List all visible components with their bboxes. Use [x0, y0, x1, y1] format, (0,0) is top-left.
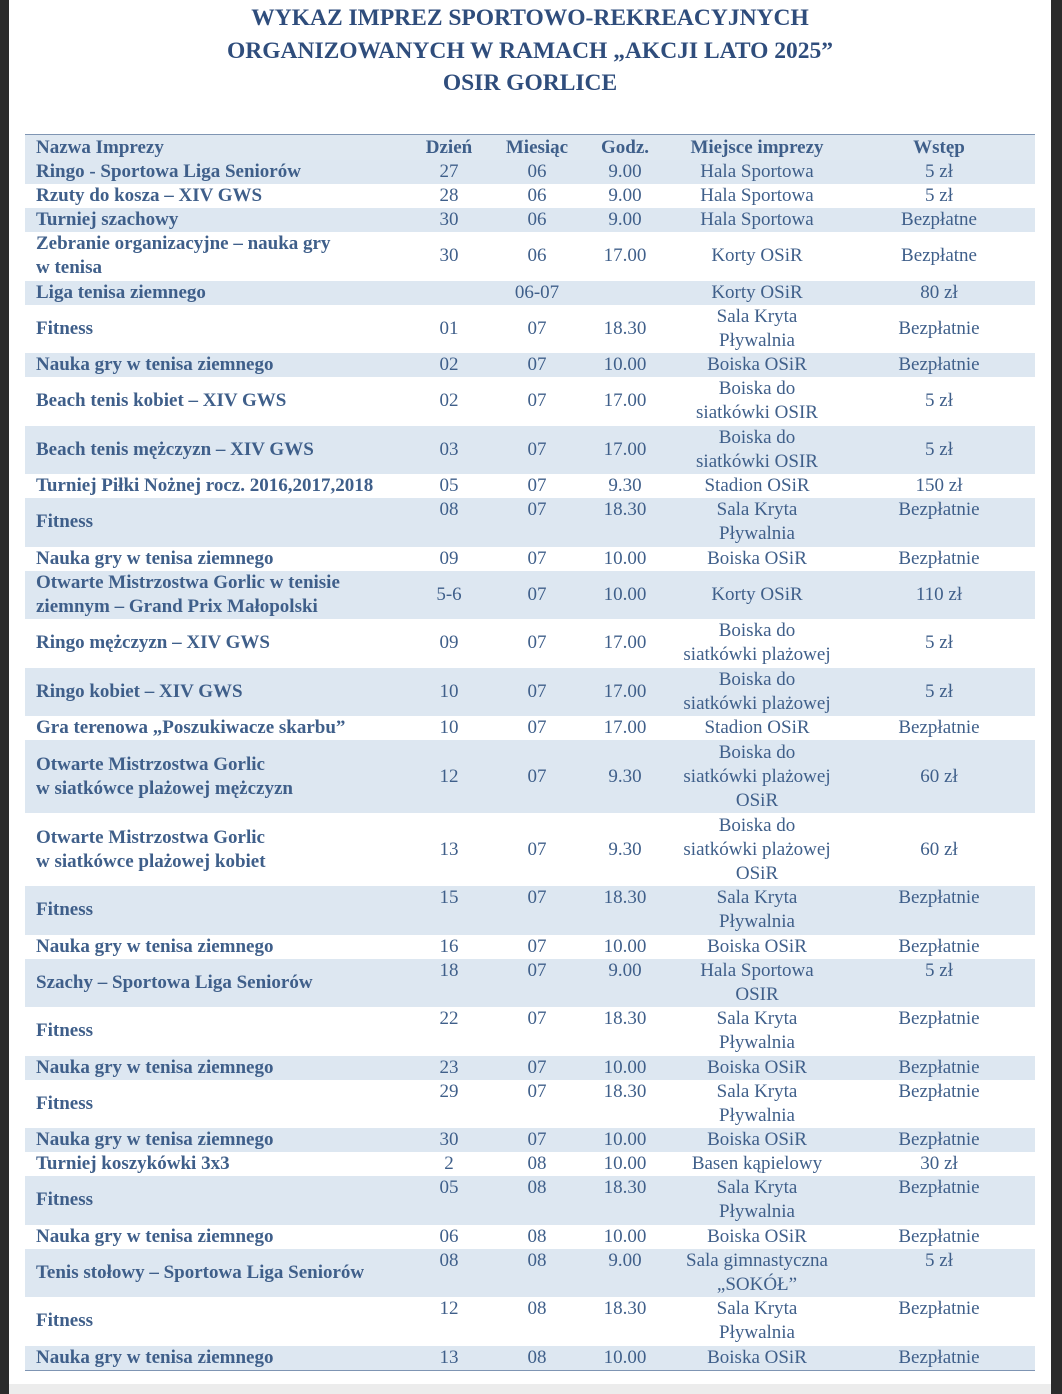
cell-day: 16	[439, 935, 459, 957]
cell-month: 08	[527, 1153, 547, 1174]
cell-place	[671, 886, 843, 935]
cell-time: 18.30	[603, 1080, 647, 1102]
cell-place-line: Boiska do	[718, 378, 796, 400]
cell-place-line: Sala Kryta	[716, 1298, 798, 1320]
table-row	[25, 353, 1035, 377]
cell-entry: 30 zł	[920, 1153, 958, 1174]
cell-month: 07	[495, 353, 579, 377]
cell-place	[671, 619, 843, 668]
table-row	[25, 935, 1035, 959]
cell-month: 07	[527, 935, 547, 957]
cell-entry: 5 zł	[843, 959, 1035, 1008]
cell-time: 17.00	[579, 426, 671, 475]
table-row	[25, 886, 1035, 935]
cell-place: Boiska OSiR	[707, 935, 807, 957]
cell-month: 08	[495, 1176, 579, 1225]
cell-name: Beach tenis mężczyzn – XIV GWS	[25, 426, 403, 475]
cell-day: 09	[439, 547, 459, 569]
cell-place	[671, 959, 843, 1008]
cell-place: Korty OSiR	[671, 571, 843, 620]
cell-month: 06	[527, 245, 547, 267]
cell-time: 18.30	[603, 1008, 647, 1029]
cell-place-line: siatkówki OSIR	[696, 402, 818, 424]
header-name: Nazwa Imprezy	[25, 135, 403, 161]
cell-name-line: Otwarte Mistrzostwa Gorlic	[36, 753, 265, 775]
cell-place	[671, 377, 843, 426]
cell-place	[671, 740, 843, 813]
cell-day: 08	[403, 1249, 495, 1298]
cell-place: Hala Sportowa	[671, 160, 843, 184]
cell-place-line: Pływalnia	[719, 1104, 795, 1126]
table-row	[25, 619, 1035, 668]
cell-name: Beach tenis kobiet – XIV GWS	[36, 390, 287, 412]
cell-place: Boiska OSiR	[671, 1128, 843, 1152]
cell-name: Turniej koszykówki 3x3	[36, 1153, 230, 1174]
cell-day: 27	[403, 160, 495, 184]
cell-time: 10.00	[603, 1225, 647, 1247]
cell-place-line: Boiska do	[718, 814, 796, 836]
events-table	[25, 134, 1035, 1371]
cell-day: 5-6	[403, 571, 495, 620]
cell-time: 17.00	[603, 245, 647, 267]
cell-place-line: Pływalnia	[719, 1032, 795, 1054]
cell-place-line: Pływalnia	[719, 1322, 795, 1344]
table-row	[25, 1080, 1035, 1129]
cell-month: 06	[495, 208, 579, 232]
cell-place: Stadion OSiR	[704, 475, 810, 496]
cell-place	[671, 1297, 843, 1346]
cell-place-line: Pływalnia	[719, 911, 795, 933]
cell-name: Ringo mężczyzn – XIV GWS	[36, 632, 270, 654]
title-line-1: WYKAZ IMPREZ SPORTOWO-REKREACYJNYCH	[251, 5, 809, 31]
cell-place-line: Sala Kryta	[716, 1177, 798, 1199]
cell-time	[579, 281, 671, 305]
cell-name: Tenis stołowy – Sportowa Liga Seniorów	[25, 1249, 403, 1298]
cell-place: Basen kąpielowy	[691, 1153, 823, 1174]
document-title	[9, 2, 1051, 100]
cell-entry: 110 zł	[843, 571, 1035, 620]
cell-place: Boiska OSiR	[671, 1346, 843, 1371]
cell-entry: Bezpłatnie	[898, 935, 980, 957]
cell-day: 12	[439, 1298, 459, 1319]
title-line-3: OSIR GORLICE	[442, 70, 618, 96]
cell-name: Nauka gry w tenisa ziemnego	[25, 353, 403, 377]
cell-place	[671, 1007, 843, 1056]
cell-place: Boiska OSiR	[707, 547, 807, 569]
cell-day: 2	[444, 1153, 454, 1174]
cell-place-line: siatkówki OSIR	[696, 450, 818, 472]
cell-name: Fitness	[36, 317, 93, 339]
cell-month: 07	[495, 426, 579, 475]
cell-place-line: siatkówki plażowej	[683, 765, 831, 787]
cell-name: Fitness	[25, 886, 403, 935]
cell-place	[671, 1249, 843, 1298]
cell-place: Hala Sportowa	[700, 185, 814, 206]
cell-name-line: Otwarte Mistrzostwa Gorlic	[36, 826, 265, 848]
cell-place-line: siatkówki plażowej	[683, 692, 831, 714]
header-place: Miejsce imprezy	[671, 135, 843, 161]
cell-day: 02	[403, 353, 495, 377]
cell-place-line: OSiR	[735, 862, 779, 884]
cell-month: 08	[527, 1225, 547, 1247]
cell-time: 18.30	[579, 498, 671, 547]
header-day: Dzień	[403, 135, 495, 161]
cell-name: Nauka gry w tenisa ziemnego	[36, 547, 274, 569]
cell-place	[671, 305, 843, 354]
cell-day: 05	[439, 475, 459, 496]
cell-name: Fitness	[36, 1020, 93, 1042]
cell-day: 22	[439, 1008, 459, 1029]
cell-month: 07	[527, 1080, 547, 1102]
cell-place-line: siatkówki plażowej	[683, 644, 831, 666]
table-row	[25, 184, 1035, 208]
cell-name: Nauka gry w tenisa ziemnego	[25, 1056, 403, 1080]
cell-time: 9.00	[579, 959, 671, 1008]
cell-month: 08	[495, 1346, 579, 1371]
table-header-row	[25, 135, 1035, 161]
cell-entry: 80 zł	[843, 281, 1035, 305]
cell-day: 12	[403, 740, 495, 813]
cell-month: 07	[527, 547, 547, 569]
cell-day: 30	[403, 1128, 495, 1152]
cell-entry: 150 zł	[915, 475, 963, 496]
cell-month: 07	[495, 740, 579, 813]
left-window-edge	[0, 0, 9, 1394]
cell-day: 03	[403, 426, 495, 475]
cell-month: 06	[495, 160, 579, 184]
cell-time: 17.00	[579, 668, 671, 717]
cell-name: Turniej Piłki Nożnej rocz. 2016,2017,2018	[36, 475, 374, 496]
cell-place: Boiska OSiR	[671, 353, 843, 377]
cell-name	[25, 571, 403, 620]
cell-place-line: Boiska do	[718, 741, 796, 763]
cell-day: 01	[439, 317, 459, 339]
cell-place	[671, 498, 843, 547]
cell-name-line: w siatkówce plażowej kobiet	[36, 850, 266, 872]
cell-month: 07	[527, 717, 547, 738]
cell-name	[25, 740, 403, 813]
cell-day: 08	[403, 498, 495, 547]
cell-day: 10	[439, 717, 459, 738]
cell-place	[671, 1176, 843, 1225]
cell-month: 08	[527, 1298, 547, 1319]
table-row	[25, 716, 1035, 740]
cell-day: 13	[439, 838, 459, 860]
cell-entry: 5 zł	[925, 632, 953, 654]
table-row	[25, 160, 1035, 184]
table-row	[25, 571, 1035, 620]
cell-place	[671, 668, 843, 717]
table-row	[25, 1297, 1035, 1346]
cell-place: Korty OSiR	[711, 245, 803, 267]
cell-place-line: Sala Kryta	[716, 1008, 798, 1030]
cell-name-line: Otwarte Mistrzostwa Gorlic w tenisie	[36, 571, 340, 593]
cell-place: Boiska OSiR	[707, 1225, 807, 1247]
cell-entry: 5 zł	[843, 1249, 1035, 1298]
cell-time: 9.00	[608, 185, 642, 206]
cell-place-line: Sala Kryta	[716, 1080, 798, 1102]
cell-month: 07	[495, 571, 579, 620]
table-row	[25, 1249, 1035, 1298]
cell-time: 17.00	[603, 632, 647, 654]
table-row	[25, 1007, 1035, 1056]
cell-time: 10.00	[603, 1153, 647, 1174]
cell-name-line: w siatkówce plażowej mężczyzn	[36, 777, 293, 799]
cell-place: Hala Sportowa	[671, 208, 843, 232]
cell-place-line: Sala Kryta	[716, 305, 798, 327]
cell-day: 02	[439, 390, 459, 412]
cell-time: 10.00	[579, 353, 671, 377]
cell-time: 18.30	[579, 886, 671, 935]
cell-time: 18.30	[603, 317, 647, 339]
cell-month: 07	[527, 632, 547, 654]
table-row	[25, 426, 1035, 475]
cell-place-line: OSIR	[735, 983, 779, 1005]
cell-place-line: Hala Sportowa	[700, 959, 814, 981]
cell-name: Turniej szachowy	[25, 208, 403, 232]
cell-day	[403, 281, 495, 305]
cell-name: Rzuty do kosza – XIV GWS	[36, 185, 263, 206]
header-entry: Wstęp	[843, 135, 1035, 161]
table-row	[25, 813, 1035, 886]
table-row	[25, 1128, 1035, 1152]
cell-entry: 60 zł	[843, 740, 1035, 813]
cell-time: 9.30	[608, 838, 642, 860]
cell-day: 30	[439, 245, 459, 267]
table-row	[25, 1176, 1035, 1225]
cell-place-line: „SOKÓŁ”	[716, 1273, 798, 1295]
cell-entry: 5 zł	[843, 668, 1035, 717]
table-row	[25, 1346, 1035, 1371]
cell-time: 9.00	[579, 160, 671, 184]
cell-entry: Bezpłatnie	[843, 353, 1035, 377]
cell-entry: Bezpłatne	[843, 208, 1035, 232]
cell-place-line: Sala Kryta	[716, 887, 798, 909]
cell-day: 09	[439, 632, 459, 654]
cell-time: 18.30	[603, 1298, 647, 1319]
cell-entry: 5 zł	[843, 160, 1035, 184]
cell-place: Korty OSiR	[671, 281, 843, 305]
cell-place-line: Boiska do	[718, 620, 796, 642]
cell-time: 18.30	[579, 1176, 671, 1225]
cell-entry: Bezpłatnie	[898, 1298, 980, 1319]
cell-time: 9.00	[579, 208, 671, 232]
cell-day: 10	[403, 668, 495, 717]
cell-day: 29	[439, 1080, 459, 1102]
cell-name: Liga tenisa ziemnego	[25, 281, 403, 305]
table-row	[25, 208, 1035, 232]
cell-day: 30	[403, 208, 495, 232]
cell-month: 06-07	[495, 281, 579, 305]
cell-place	[671, 1080, 843, 1129]
cell-time: 17.00	[603, 390, 647, 412]
cell-place-line: Sala Kryta	[716, 499, 798, 521]
right-window-edge	[1051, 0, 1062, 1394]
cell-entry: Bezpłatnie	[843, 1346, 1035, 1371]
cell-entry: Bezpłatne	[901, 245, 977, 267]
cell-day: 15	[403, 886, 495, 935]
table-row	[25, 305, 1035, 354]
cell-month: 07	[527, 390, 547, 412]
cell-entry: Bezpłatnie	[843, 1128, 1035, 1152]
cell-entry: Bezpłatnie	[898, 1225, 980, 1247]
cell-place: Stadion OSiR	[704, 717, 810, 738]
table-row	[25, 377, 1035, 426]
table-row	[25, 959, 1035, 1008]
cell-place-line: Pływalnia	[719, 523, 795, 545]
cell-name-line: w tenisa	[36, 257, 102, 279]
header-time: Godz.	[579, 135, 671, 161]
cell-time: 10.00	[603, 547, 647, 569]
cell-name: Gra terenowa „Poszukiwacze skarbu”	[36, 717, 346, 738]
cell-month: 08	[495, 1249, 579, 1298]
table-row	[25, 1225, 1035, 1249]
cell-month: 07	[495, 1128, 579, 1152]
cell-name: Nauka gry w tenisa ziemnego	[25, 1128, 403, 1152]
cell-place: Boiska OSiR	[671, 1056, 843, 1080]
cell-day: 05	[403, 1176, 495, 1225]
cell-day: 23	[403, 1056, 495, 1080]
cell-day: 28	[439, 185, 459, 206]
cell-entry: Bezpłatnie	[898, 1008, 980, 1029]
cell-day: 06	[439, 1225, 459, 1247]
cell-month: 07	[527, 838, 547, 860]
cell-name: Fitness	[36, 1092, 93, 1114]
cell-name: Fitness	[36, 1310, 93, 1332]
cell-time: 10.00	[603, 935, 647, 957]
table-row	[25, 474, 1035, 498]
cell-place-line: Pływalnia	[719, 1201, 795, 1223]
table-row	[25, 1056, 1035, 1080]
header-month: Miesiąc	[495, 135, 579, 161]
cell-entry: Bezpłatnie	[843, 886, 1035, 935]
cell-place	[671, 426, 843, 475]
cell-entry: Bezpłatnie	[898, 547, 980, 569]
cell-entry: 5 zł	[925, 185, 953, 206]
cell-time: 10.00	[579, 1346, 671, 1371]
cell-day: 13	[403, 1346, 495, 1371]
cell-entry: Bezpłatnie	[898, 717, 980, 738]
cell-name-line: Zebranie organizacyjne – nauka gry	[36, 233, 331, 255]
cell-month: 07	[495, 959, 579, 1008]
cell-name: Nauka gry w tenisa ziemnego	[36, 935, 274, 957]
cell-entry: Bezpłatnie	[843, 498, 1035, 547]
table-row	[25, 1152, 1035, 1176]
cell-day: 18	[403, 959, 495, 1008]
cell-place-line: siatkówki plażowej	[683, 838, 831, 860]
cell-name-line: ziemnym – Grand Prix Małopolski	[36, 595, 318, 617]
cell-entry: Bezpłatnie	[898, 317, 980, 339]
cell-time: 17.00	[603, 717, 647, 738]
cell-month: 07	[495, 668, 579, 717]
table-row	[25, 668, 1035, 717]
cell-time: 9.30	[579, 740, 671, 813]
cell-entry: 5 zł	[843, 426, 1035, 475]
cell-entry: Bezpłatnie	[843, 1176, 1035, 1225]
cell-time: 9.30	[608, 475, 642, 496]
cell-place-line: Pływalnia	[719, 329, 795, 351]
cell-entry: 5 zł	[925, 390, 953, 412]
cell-place-line: OSiR	[735, 789, 779, 811]
cell-name	[25, 813, 403, 886]
cell-place-line: Boiska do	[718, 668, 796, 690]
cell-name: Nauka gry w tenisa ziemnego	[25, 1346, 403, 1371]
cell-name: Ringo - Sportowa Liga Seniorów	[25, 160, 403, 184]
cell-time: 9.00	[579, 1249, 671, 1298]
cell-month: 07	[527, 317, 547, 339]
cell-place-line: Sala gimnastyczna	[686, 1249, 828, 1271]
cell-name: Nauka gry w tenisa ziemnego	[36, 1225, 274, 1247]
cell-time: 10.00	[579, 1128, 671, 1152]
cell-name: Ringo kobiet – XIV GWS	[25, 668, 403, 717]
cell-entry: 60 zł	[920, 838, 958, 860]
bottom-page-edge	[9, 1384, 1051, 1394]
cell-time: 10.00	[579, 571, 671, 620]
cell-month: 07	[495, 1056, 579, 1080]
cell-name: Fitness	[25, 1176, 403, 1225]
table-row	[25, 281, 1035, 305]
title-line-2: ORGANIZOWANYCH W RAMACH „AKCJI LATO 2025”	[226, 37, 834, 64]
table-row	[25, 498, 1035, 547]
cell-name: Szachy – Sportowa Liga Seniorów	[25, 959, 403, 1008]
cell-month: 07	[527, 475, 547, 496]
table-row	[25, 232, 1035, 281]
cell-place-line: Boiska do	[718, 426, 796, 448]
cell-name	[25, 232, 403, 281]
cell-name: Fitness	[25, 498, 403, 547]
cell-entry: Bezpłatnie	[898, 1080, 980, 1102]
cell-month: 07	[495, 886, 579, 935]
cell-time: 10.00	[579, 1056, 671, 1080]
table-row	[25, 740, 1035, 813]
cell-month: 06	[527, 185, 547, 206]
cell-month: 07	[495, 498, 579, 547]
cell-entry: Bezpłatnie	[843, 1056, 1035, 1080]
cell-month: 07	[527, 1008, 547, 1029]
cell-place	[671, 813, 843, 886]
table-row	[25, 547, 1035, 571]
